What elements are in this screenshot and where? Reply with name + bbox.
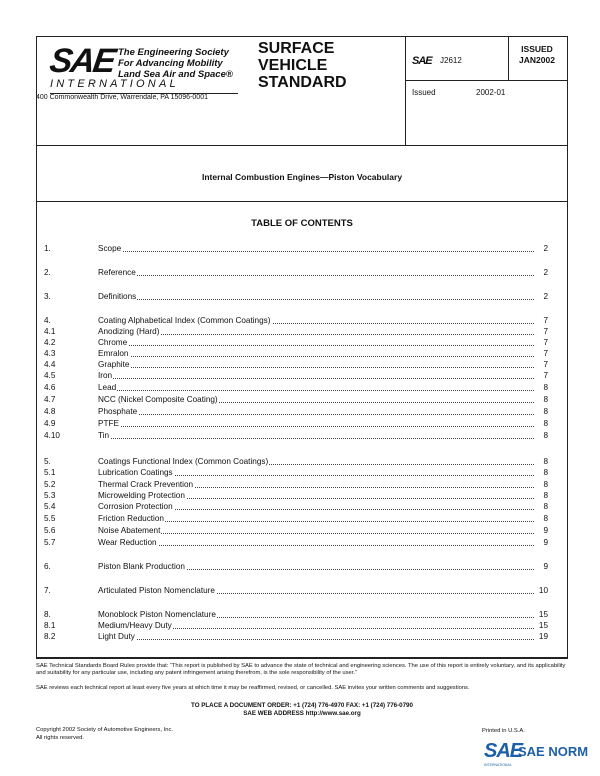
toc-entry-page: 8 xyxy=(543,419,548,428)
toc-entry-label: Lubrication Coatings xyxy=(98,468,173,477)
toc-entry xyxy=(44,468,548,478)
toc-leader-dots xyxy=(98,378,534,379)
toc-entry xyxy=(44,395,548,405)
toc-entry-number: 4.9 xyxy=(44,419,56,428)
toc-entry-number: 6. xyxy=(44,562,51,571)
toc-entry-page: 7 xyxy=(543,371,548,380)
toc-entry-label: Piston Blank Production xyxy=(98,562,185,571)
toc-entry-page: 8 xyxy=(543,468,548,477)
stamp-logo: SAE xyxy=(484,740,523,762)
toc-entry-number: 4. xyxy=(44,316,51,325)
toc-entry-number: 5. xyxy=(44,457,51,466)
issued-box-line: ISSUED xyxy=(521,44,553,54)
toc-entry-page: 8 xyxy=(543,407,548,416)
header-divider xyxy=(36,145,568,146)
toc-entry-label: Scope xyxy=(98,244,122,253)
toc-entry-number: 5.1 xyxy=(44,468,56,477)
toc-entry-number: 4.3 xyxy=(44,349,56,358)
toc-entry xyxy=(44,457,548,467)
toc-entry xyxy=(44,327,548,337)
toc-leader-dots xyxy=(98,299,534,300)
toc-entry xyxy=(44,407,548,417)
toc-entry xyxy=(44,621,548,631)
toc-entry-page: 8 xyxy=(543,502,548,511)
toc-entry xyxy=(44,244,548,254)
toc-entry-page: 9 xyxy=(543,562,548,571)
toc-entry xyxy=(44,586,548,596)
toc-leader-dots xyxy=(98,345,534,346)
toc-leader-dots xyxy=(98,438,534,439)
toc-entry-number: 5.5 xyxy=(44,514,56,523)
toc-entry-page: 8 xyxy=(543,395,548,404)
toc-entry-label: Corrosion Protection xyxy=(98,502,173,511)
toc-entry-page: 15 xyxy=(538,610,548,619)
toc-entry-page: 7 xyxy=(543,349,548,358)
toc-entry-number: 4.2 xyxy=(44,338,56,347)
toc-entry-label: Anodizing (Hard) xyxy=(98,327,160,336)
toc-entry-label: Medium/Heavy Duty xyxy=(98,621,172,630)
toc-entry-number: 7. xyxy=(44,586,51,595)
toc-entry-label: Noise Abatement xyxy=(98,526,161,535)
policy-note: SAE Technical Standards Board Rules provide that: “This report is published by SAE to advance the state of technical and engineering sciences. The use of this report is entirely voluntary, and its applicability and suitability for any particular use, including any patent infringement arising therefrom, is the sole responsibility of the user.” xyxy=(36,663,566,676)
toc-entry xyxy=(44,491,548,501)
toc-entry-page: 7 xyxy=(543,327,548,336)
toc-entry xyxy=(44,502,548,512)
toc-entry-page: 9 xyxy=(543,526,548,535)
issued-box-line: JAN2002 xyxy=(519,55,555,65)
toc-entry-label: Phosphate xyxy=(98,407,138,416)
toc-entry-page: 8 xyxy=(543,491,548,500)
toc-entry-number: 8. xyxy=(44,610,51,619)
issued-box xyxy=(510,44,564,66)
toc-entry xyxy=(44,419,548,429)
toc-leader-dots xyxy=(98,545,534,546)
toc-entry-number: 4.1 xyxy=(44,327,56,336)
toc-entry-page: 15 xyxy=(538,621,548,630)
footer-rule xyxy=(36,658,568,659)
web-address-line: SAE WEB ADDRESS http://www.sae.org xyxy=(243,710,361,717)
toc-entry-number: 5.7 xyxy=(44,538,56,547)
document-title: Internal Combustion Engines—Piston Vocabulary xyxy=(201,172,403,182)
toc-leader-dots xyxy=(98,414,534,415)
international-wordmark: INTERNATIONAL xyxy=(50,78,179,90)
header-vertical-divider xyxy=(405,36,406,145)
toc-leader-dots xyxy=(98,390,534,391)
printed-in: Printed in U.S.A. xyxy=(482,728,525,734)
toc-entry xyxy=(44,371,548,381)
toc-entry-label: Iron xyxy=(98,371,113,380)
toc-entry-label: Emralon xyxy=(98,349,129,358)
toc-entry xyxy=(44,632,548,642)
tagline-line: Land Sea Air and Space® xyxy=(118,69,233,80)
issued-label: Issued xyxy=(412,88,436,97)
toc-entry-page: 8 xyxy=(543,514,548,523)
toc-entry xyxy=(44,349,548,359)
title-divider xyxy=(36,201,568,202)
rights-line: All rights reserved. xyxy=(36,735,85,741)
address: 400 Commonwealth Drive, Warrendale, PA 15096-0001 xyxy=(36,94,208,101)
toc-entry-number: 4.5 xyxy=(44,371,56,380)
toc-entry-number: 4.8 xyxy=(44,407,56,416)
toc-entry-number: 8.2 xyxy=(44,632,56,641)
toc-entry-label: Thermal Crack Prevention xyxy=(98,480,194,489)
toc-entry-page: 8 xyxy=(543,383,548,392)
doc-sae-logo: SAE xyxy=(412,55,432,67)
toc-entry xyxy=(44,383,548,393)
toc-entry-page: 8 xyxy=(543,431,548,440)
toc-entry-page: 2 xyxy=(543,268,548,277)
toc-entry-number: 5.3 xyxy=(44,491,56,500)
standard-type-line: STANDARD xyxy=(258,74,347,91)
toc-entry-number: 5.6 xyxy=(44,526,56,535)
toc-entry-page: 8 xyxy=(543,480,548,489)
toc-entry xyxy=(44,268,548,278)
toc-entry-label: Graphite xyxy=(98,360,130,369)
toc-entry-page: 7 xyxy=(543,338,548,347)
toc-entry xyxy=(44,514,548,524)
toc-entry-label: Articulated Piston Nomenclature xyxy=(98,586,215,595)
toc-leader-dots xyxy=(98,275,534,276)
toc-leader-dots xyxy=(98,251,534,252)
toc-entry xyxy=(44,360,548,370)
toc-entry-label: NCC (Nickel Composite Coating) xyxy=(98,395,218,404)
toc-entry-label: Definitions xyxy=(98,292,137,301)
toc-entry-page: 10 xyxy=(538,586,548,595)
toc-entry-number: 8.1 xyxy=(44,621,56,630)
toc-entry-label: Reference xyxy=(98,268,136,277)
toc-entry-page: 2 xyxy=(543,292,548,301)
standard-type-line: VEHICLE xyxy=(258,57,328,74)
toc-entry-number: 2. xyxy=(44,268,51,277)
toc-entry xyxy=(44,526,548,536)
toc-entry xyxy=(44,431,548,441)
toc-entry-page: 19 xyxy=(538,632,548,641)
toc-entry-number: 4.10 xyxy=(44,431,60,440)
issued-box-divider xyxy=(508,36,509,80)
copyright xyxy=(36,726,173,742)
toc-entry-number: 1. xyxy=(44,244,51,253)
order-line: TO PLACE A DOCUMENT ORDER: +1 (724) 776-4970 FAX: +1 (724) 776-0790 xyxy=(191,702,413,709)
toc-entry-label: Lead xyxy=(98,383,117,392)
toc-entry-page: 8 xyxy=(543,457,548,466)
toc-entry xyxy=(44,292,548,302)
toc-entry-label: PTFE xyxy=(98,419,119,428)
toc-entry-label: Friction Reduction xyxy=(98,514,164,523)
sae-tagline xyxy=(118,47,233,80)
toc-entry-label: Tin xyxy=(98,431,110,440)
toc-entry xyxy=(44,610,548,620)
toc-entry-label: Microwelding Protection xyxy=(98,491,185,500)
toc-entry xyxy=(44,538,548,548)
toc-entry-page: 7 xyxy=(543,316,548,325)
toc-entry-number: 5.2 xyxy=(44,480,56,489)
issued-row-divider xyxy=(405,80,568,81)
toc-entry-number: 4.6 xyxy=(44,383,56,392)
standard-type-title xyxy=(258,40,347,91)
toc-entry-page: 9 xyxy=(543,538,548,547)
review-note: SAE reviews each technical report at least every five years at which time it may be reaffirmed, revised, or cancelled. SAE invites your written comments and suggestions. xyxy=(36,685,470,691)
standard-type-line: SURFACE xyxy=(258,40,335,57)
toc-entry xyxy=(44,480,548,490)
toc-entry xyxy=(44,562,548,572)
toc-entry-label: Wear Reduction xyxy=(98,538,157,547)
toc-entry xyxy=(44,316,548,326)
stamp-subtext: INTERNATIONAL xyxy=(484,763,512,767)
toc-entry-label: Coatings Functional Index (Common Coatings) xyxy=(98,457,269,466)
tagline-line: For Advancing Mobility xyxy=(118,58,223,69)
tagline-line: The Engineering Society xyxy=(118,47,229,58)
document-number: J2612 xyxy=(440,56,462,65)
toc-entry-label: Chrome xyxy=(98,338,128,347)
toc-leader-dots xyxy=(98,426,534,427)
toc-heading: TABLE OF CONTENTS xyxy=(251,218,353,229)
toc-leader-dots xyxy=(98,533,534,534)
toc-entry-label: Coating Alphabetical Index (Common Coatings) xyxy=(98,316,271,325)
toc-entry-number: 4.7 xyxy=(44,395,56,404)
toc-entry-page: 7 xyxy=(543,360,548,369)
stamp-text: SAE NORM xyxy=(518,744,589,759)
toc-entry-number: 5.4 xyxy=(44,502,56,511)
toc-leader-dots xyxy=(98,334,534,335)
toc-entry-label: Monoblock Piston Nomenclature xyxy=(98,610,216,619)
toc-entry-label: Light Duty xyxy=(98,632,135,641)
toc-leader-dots xyxy=(98,356,534,357)
sae-logo: SAE xyxy=(47,42,117,80)
toc-entry-number: 4.4 xyxy=(44,360,56,369)
toc-leader-dots xyxy=(98,639,534,640)
copyright-line: Copyright 2002 Society of Automotive Engineers, Inc. xyxy=(36,727,173,733)
issued-date: 2002-01 xyxy=(476,88,506,97)
toc-entry-page: 2 xyxy=(543,244,548,253)
toc-entry xyxy=(44,338,548,348)
toc-leader-dots xyxy=(98,367,534,368)
toc-entry-number: 3. xyxy=(44,292,51,301)
